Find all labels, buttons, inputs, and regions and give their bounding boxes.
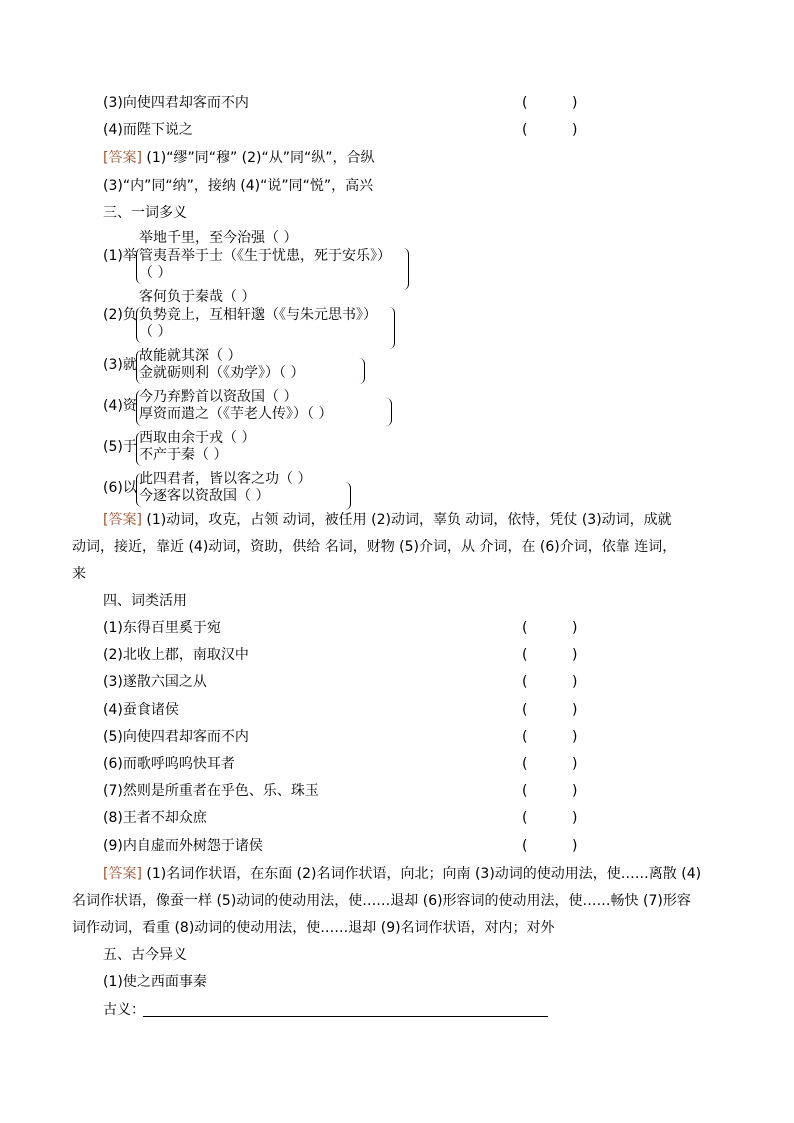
right-brace: [388, 307, 395, 349]
sec2-item-4: (4)而陛下说之: [103, 122, 193, 138]
group-label: (2)负: [103, 307, 137, 323]
part-of-speech-item: (4)蚕食诸侯: [103, 701, 179, 718]
answer-blank[interactable]: ( ): [522, 837, 578, 854]
answer-blank[interactable]: ( ): [522, 783, 578, 800]
answer-blank[interactable]: ( ): [522, 701, 578, 718]
part-of-speech-item: (1)东得百里奚于宛: [103, 620, 221, 636]
polysemy-item: （ ）: [139, 324, 172, 340]
sec3-answer-line1: [103, 511, 672, 529]
part-of-speech-item: (5)向使四君却客而不内: [103, 728, 249, 745]
polysemy-item: 不产于秦（ ）: [139, 447, 228, 463]
answer-blank[interactable]: ( ): [522, 620, 578, 636]
right-brace: [344, 482, 351, 510]
group-label: (6)以: [103, 480, 137, 496]
answer-tag: [答案]: [103, 150, 142, 166]
group-label: (4)资: [103, 398, 137, 414]
polysemy-item: 今乃弃黔首以资敌国（ ）: [139, 389, 298, 405]
right-brace: [385, 398, 392, 426]
sec4-answer-line2: 名词作状语，像蚕一样 (5)动词的使动用法，使……退却 (6)形容词的使动用法，使……畅快 (7)形容: [72, 893, 691, 909]
part-of-speech-item: (6)而歌呼呜呜快耳者: [103, 756, 235, 772]
group-label: (1)举: [103, 248, 137, 264]
sec2-answer-line1: [103, 149, 375, 167]
label-gu-yi: 古义：: [103, 1002, 145, 1018]
answer-blank[interactable]: ( ): [522, 122, 578, 138]
sec2-item-3: (3)向使四君却客而不内: [103, 95, 249, 111]
group-label: (5)于: [103, 439, 137, 455]
answer-blank[interactable]: ( ): [522, 756, 578, 772]
answer-blank[interactable]: ( ): [522, 647, 578, 664]
answer-tag: [答案]: [103, 512, 142, 528]
section-heading-4: 四、词类活用: [103, 593, 187, 609]
polysemy-item: 今逐客以资敌国（ ）: [139, 488, 270, 504]
part-of-speech-item: (7)然则是所重者在乎色、乐、珠玉: [103, 783, 319, 800]
answer-blank[interactable]: ( ): [522, 810, 578, 827]
polysemy-item: 管夷吾举于士（《生于忧患，死于安乐》）: [139, 248, 391, 264]
part-of-speech-item: (3)遂散六国之从: [103, 674, 207, 691]
polysemy-item: 厚资而遣之（《芋老人传》）（ ）: [139, 406, 333, 422]
right-brace: [402, 248, 409, 290]
answer-blank[interactable]: ( ): [522, 674, 578, 691]
answer-blank[interactable]: ( ): [522, 728, 578, 745]
answer-text: (1)动词，攻克，占领 动词，被任用 (2)动词，辜负 动词，依恃，凭仗 (3)动词，成就: [141, 512, 672, 528]
polysemy-item: 举地千里，至今治强（ ）: [139, 230, 298, 246]
sec2-answer-line2: (3)“内”同“纳”，接纳 (4)“说”同“悦”，高兴: [103, 178, 374, 194]
polysemy-item: 此四君者，皆以客之功（ ）: [139, 471, 312, 487]
sec5-item-1: (1)使之西面事秦: [103, 974, 207, 990]
polysemy-item: 西取由余于戎（ ）: [139, 430, 256, 446]
answer-text: (1)“缪”同“穆” (2)“从”同“纵”，合纵: [141, 150, 375, 166]
polysemy-item: （ ）: [139, 265, 172, 281]
polysemy-item: 客何负于秦哉（ ）: [139, 289, 256, 305]
answer-text: (1)名词作状语，在东面 (2)名词作状语，向北；向南 (3)动词的使动用法，使……离散 (4): [141, 866, 702, 882]
polysemy-item: 金就砺则利（《劝学》）（ ）: [139, 365, 305, 381]
fill-in-line[interactable]: [143, 1016, 548, 1017]
part-of-speech-item: (2)北收上郡，南取汉中: [103, 647, 249, 664]
part-of-speech-item: (9)内自虚而外树怨于诸侯: [103, 837, 263, 854]
part-of-speech-item: (8)王者不却众庶: [103, 810, 207, 827]
section-heading-3: 三、一词多义: [103, 205, 187, 221]
polysemy-item: 故能就其深（ ）: [139, 348, 242, 364]
polysemy-item: 负势竞上，互相轩邈（《与朱元思书》）: [139, 307, 377, 323]
right-brace: [358, 358, 365, 384]
answer-tag: [答案]: [103, 866, 142, 882]
sec4-answer-line3: 词作动词，看重 (8)动词的使动用法，使……退却 (9)名词作状语，对内；对外: [72, 920, 555, 936]
sec4-answer-line1: [103, 865, 701, 883]
section-heading-5: 五、古今异义: [103, 947, 187, 963]
group-label: (3)就: [103, 357, 137, 373]
sec3-answer-line3: 来: [72, 566, 86, 582]
answer-blank[interactable]: ( ): [522, 95, 578, 111]
sec3-answer-line2: 动词，接近，靠近 (4)动词，资助，供给 名词，财物 (5)介词，从 介词，在 (6)介词，依靠 连词，: [72, 539, 677, 555]
